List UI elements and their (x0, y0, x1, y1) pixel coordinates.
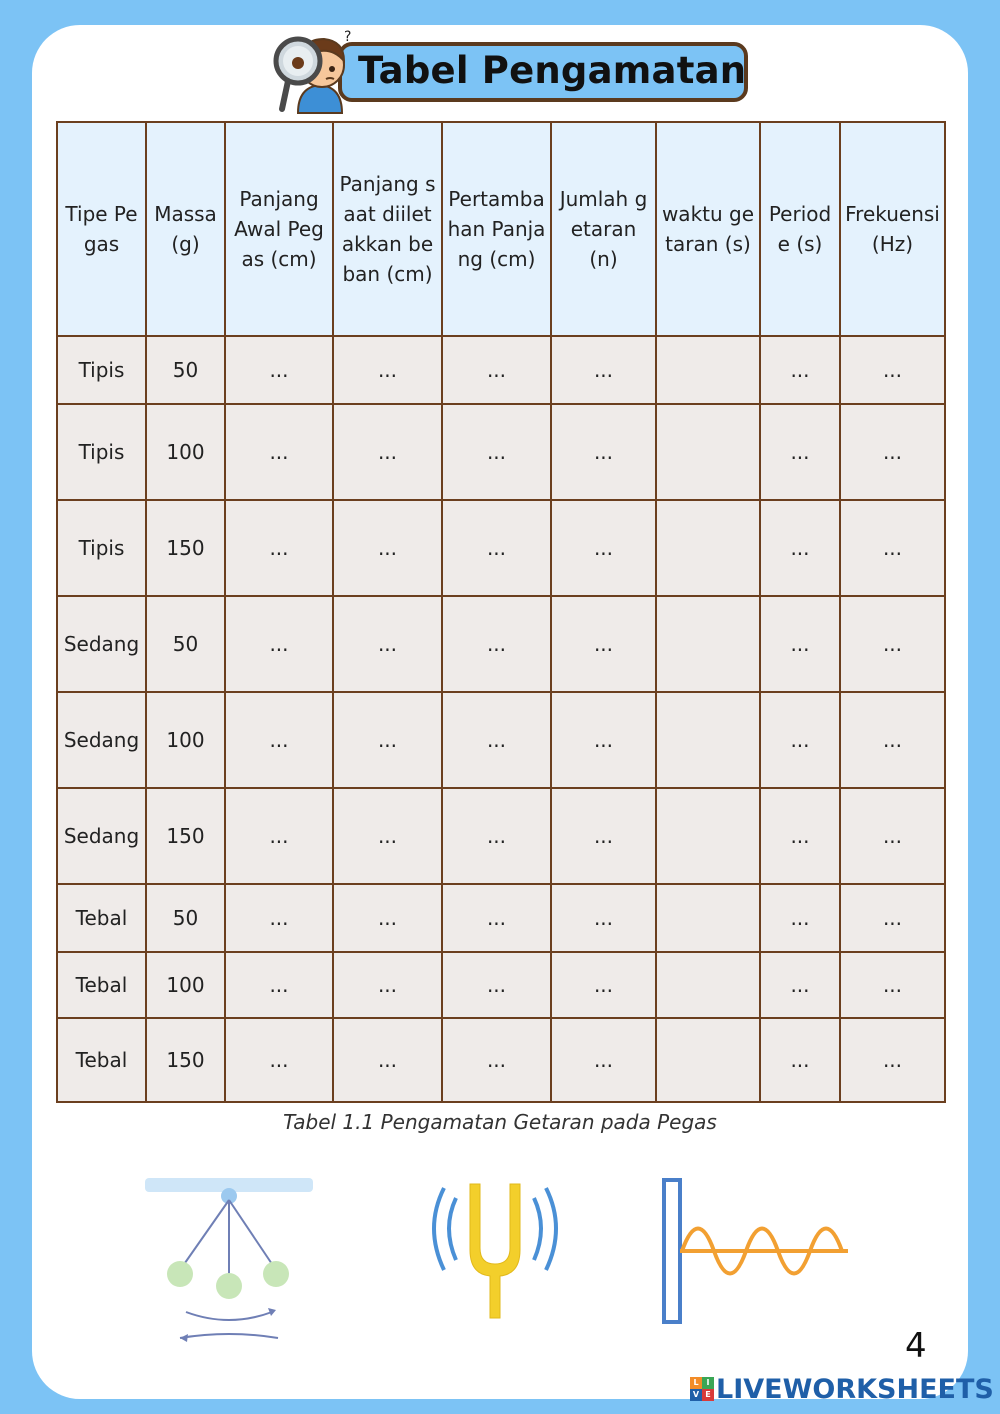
table-cell[interactable]: ... (442, 404, 551, 500)
table-cell: 100 (146, 692, 225, 788)
table-cell[interactable]: ... (225, 336, 333, 404)
table-cell: 100 (146, 952, 225, 1018)
table-cell[interactable] (656, 1018, 760, 1102)
table-cell[interactable]: ... (333, 404, 442, 500)
table-cell[interactable] (656, 336, 760, 404)
table-cell[interactable]: ... (442, 596, 551, 692)
table-cell[interactable]: ... (225, 1018, 333, 1102)
table-cell: 50 (146, 596, 225, 692)
table-cell[interactable]: ... (760, 500, 840, 596)
table-cell[interactable]: ... (551, 788, 656, 884)
table-cell[interactable]: ... (333, 952, 442, 1018)
header-panjang-beban: Panjang saat diiletakkan beban (cm) (333, 122, 442, 336)
table-cell[interactable]: ... (225, 884, 333, 952)
table-row (57, 336, 945, 404)
table-cell[interactable]: ... (333, 1018, 442, 1102)
table-cell[interactable]: ... (333, 500, 442, 596)
table-cell[interactable]: ... (225, 692, 333, 788)
table-cell[interactable] (656, 884, 760, 952)
table-row (57, 788, 945, 884)
footer-brand-text: LIVEWORKSHEETS (716, 1373, 994, 1405)
table-cell[interactable]: ... (225, 596, 333, 692)
title-banner (268, 25, 758, 115)
table-row (57, 884, 945, 952)
table-cell[interactable]: ... (551, 500, 656, 596)
table-cell[interactable]: ... (840, 692, 945, 788)
table-cell[interactable]: ... (760, 596, 840, 692)
table-cell[interactable]: ... (551, 404, 656, 500)
table-row (57, 404, 945, 500)
footer-brand (690, 1372, 994, 1406)
table-cell: 50 (146, 336, 225, 404)
table-cell: 50 (146, 884, 225, 952)
table-cell[interactable]: ... (760, 1018, 840, 1102)
table-cell[interactable]: ... (840, 788, 945, 884)
table-cell: Tebal (57, 952, 146, 1018)
table-cell[interactable]: ... (333, 692, 442, 788)
table-cell[interactable]: ... (840, 336, 945, 404)
table-cell[interactable]: ... (442, 1018, 551, 1102)
table-cell[interactable] (656, 404, 760, 500)
table-cell[interactable]: ... (333, 596, 442, 692)
header-frekuensi: Frekuensi (Hz) (840, 122, 945, 336)
table-cell[interactable] (656, 952, 760, 1018)
table-cell[interactable]: ... (840, 596, 945, 692)
table-cell[interactable]: ... (442, 336, 551, 404)
header-waktu-getaran: waktu getaran (s) (656, 122, 760, 336)
magnifier-kid-mascot-icon (268, 25, 358, 117)
table-cell[interactable]: ... (442, 952, 551, 1018)
table-row (57, 692, 945, 788)
table-cell[interactable]: ... (840, 884, 945, 952)
table-cell[interactable]: ... (225, 500, 333, 596)
table-cell: Tipis (57, 404, 146, 500)
tuning-fork-icon (420, 1178, 570, 1328)
table-header-row (57, 122, 945, 336)
page-number: 4 (905, 1326, 927, 1366)
table-cell[interactable]: ... (840, 1018, 945, 1102)
table-row (57, 500, 945, 596)
svg-text:?: ? (344, 29, 352, 45)
table-cell[interactable]: ... (551, 952, 656, 1018)
table-cell[interactable]: ... (840, 952, 945, 1018)
table-cell: Sedang (57, 788, 146, 884)
page-title: Tabel Pengamatan (358, 49, 747, 92)
table-cell: 100 (146, 404, 225, 500)
header-pertambahan-panjang: Pertambahan Panjang (cm) (442, 122, 551, 336)
table-cell[interactable]: ... (442, 884, 551, 952)
table-cell[interactable]: ... (760, 404, 840, 500)
table-cell[interactable]: ... (442, 692, 551, 788)
table-cell[interactable]: ... (760, 336, 840, 404)
table-cell: 150 (146, 500, 225, 596)
table-caption: Tabel 1.1 Pengamatan Getaran pada Pegas (283, 1110, 717, 1134)
header-panjang-awal: Panjang Awal Pegas (cm) (225, 122, 333, 336)
table-cell[interactable]: ... (442, 500, 551, 596)
table-cell[interactable]: ... (551, 692, 656, 788)
table-cell[interactable]: ... (551, 596, 656, 692)
table-cell: 150 (146, 1018, 225, 1102)
header-massa: Massa (g) (146, 122, 225, 336)
pendulum-icon (140, 1172, 320, 1352)
header-tipe-pegas: Tipe Pegas (57, 122, 146, 336)
table-cell[interactable]: ... (760, 952, 840, 1018)
table-cell: Tipis (57, 336, 146, 404)
table-cell[interactable]: ... (840, 404, 945, 500)
table-cell[interactable]: ... (840, 500, 945, 596)
table-cell[interactable]: ... (333, 336, 442, 404)
table-row (57, 952, 945, 1018)
table-cell[interactable] (656, 788, 760, 884)
table-cell[interactable]: ... (225, 404, 333, 500)
table-cell: Tebal (57, 1018, 146, 1102)
table-cell: Sedang (57, 596, 146, 692)
wave-icon (660, 1176, 860, 1326)
table-cell[interactable] (656, 692, 760, 788)
liveworksheets-logo-icon: L I V E (690, 1377, 714, 1401)
table-cell[interactable]: ... (760, 788, 840, 884)
table-cell[interactable]: ... (225, 952, 333, 1018)
table-cell[interactable]: ... (225, 788, 333, 884)
table-cell[interactable] (656, 500, 760, 596)
table-cell[interactable]: ... (760, 692, 840, 788)
table-cell: Tipis (57, 500, 146, 596)
table-cell: Sedang (57, 692, 146, 788)
table-cell[interactable] (656, 596, 760, 692)
table-cell[interactable]: ... (551, 1018, 656, 1102)
table-cell[interactable]: ... (760, 884, 840, 952)
table-row (57, 596, 945, 692)
table-cell[interactable]: ... (551, 336, 656, 404)
table-cell: Tebal (57, 884, 146, 952)
table-cell[interactable]: ... (442, 788, 551, 884)
table-cell[interactable]: ... (551, 884, 656, 952)
header-jumlah-getaran: Jumlah getaran (n) (551, 122, 656, 336)
observation-table (56, 121, 946, 1103)
table-cell[interactable]: ... (333, 884, 442, 952)
table-cell: 150 (146, 788, 225, 884)
table-row (57, 1018, 945, 1102)
table-cell[interactable]: ... (333, 788, 442, 884)
header-periode: Periode (s) (760, 122, 840, 336)
